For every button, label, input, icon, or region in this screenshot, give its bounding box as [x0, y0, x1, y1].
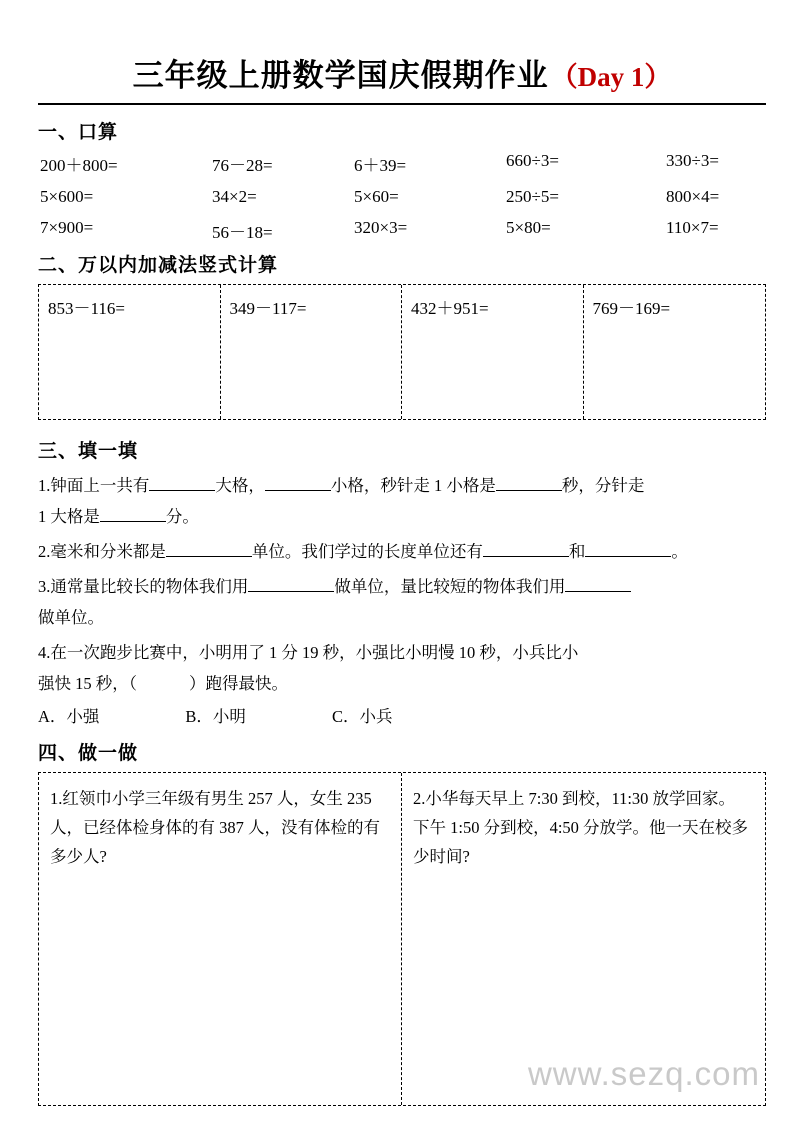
answer-blank[interactable]: [149, 490, 215, 491]
oral-item: 5×60=: [354, 187, 399, 206]
section-heading-fill: 三、填一填: [38, 441, 139, 462]
vertical-item: 432＋951=: [402, 285, 584, 419]
word-problem-2-text: 2.小华每天早上 7:30 到校，11:30 放学回家。下午 1:50 分到校，4:50 分放学。他一天在校多少时间?: [413, 789, 749, 866]
fill-question-2: [38, 536, 766, 567]
answer-blank[interactable]: [483, 556, 569, 557]
choice-row: [38, 701, 766, 732]
oral-item: 330÷3=: [666, 151, 719, 170]
answer-blank[interactable]: [166, 556, 252, 557]
oral-item: 34×2=: [212, 187, 257, 206]
choice-option-c[interactable]: C．小兵: [331, 707, 393, 726]
fill-q1-text-c: 小格，秒针走 1 小格是: [330, 476, 496, 495]
fill-q3-text-b: 做单位，量比较短的物体我们用: [334, 577, 566, 596]
fill-question-1: [38, 470, 766, 532]
oral-calculation-grid: [38, 151, 766, 243]
title-divider: [38, 103, 766, 105]
fill-q4-text-a: 4.在一次跑步比赛中，小明用了 1 分 19 秒，小强比小明慢 10 秒，小兵比小: [38, 643, 579, 662]
fill-q1-text-b: 大格，: [215, 476, 265, 495]
choice-option-b[interactable]: B．小明: [185, 707, 246, 726]
oral-item: 56－18=: [212, 223, 273, 242]
fill-q2-text-d: 。: [671, 542, 688, 561]
fill-q3-text-c: 做单位。: [38, 608, 104, 627]
oral-item: 250÷5=: [506, 187, 559, 206]
answer-blank[interactable]: [100, 521, 166, 522]
vertical-item: 853－116=: [39, 285, 221, 419]
answer-blank[interactable]: [496, 490, 562, 491]
oral-item: 110×7=: [666, 218, 719, 237]
page-title-day: （Day 1）: [550, 62, 672, 92]
fill-q1-text-e: 1 大格是: [38, 507, 100, 526]
section-heading-doit: 四、做一做: [38, 743, 139, 764]
fill-question-3: [38, 571, 766, 633]
vertical-item: 349－117=: [221, 285, 403, 419]
answer-blank[interactable]: [565, 591, 631, 592]
oral-item: 320×3=: [354, 218, 408, 237]
fill-q4-text-c: ）跑得最快。: [189, 674, 288, 693]
oral-item: 6＋39=: [354, 156, 407, 175]
fill-question-4: [38, 637, 766, 732]
answer-blank[interactable]: [265, 490, 331, 491]
watermark: www.sezq.com: [527, 1055, 760, 1092]
word-problem-1: [39, 773, 402, 1105]
oral-item: 5×600=: [40, 187, 94, 206]
fill-q1-text-d: 秒，分针走: [561, 476, 645, 495]
page-title-main: 三年级上册数学国庆假期作业: [132, 58, 549, 93]
fill-q3-text-a: 3.通常量比较长的物体我们用: [38, 577, 249, 596]
word-problem-1-text: 1.红领巾小学三年级有男生 257 人，女生 235 人，已经体检身体的有 387 人，没有体检的有多少人?: [50, 789, 380, 866]
oral-item: 7×900=: [40, 218, 94, 237]
oral-item: 200＋800=: [40, 156, 118, 175]
answer-blank[interactable]: [248, 591, 334, 592]
vertical-calculation-box: [38, 284, 766, 420]
fill-in-blank-list: [38, 470, 766, 732]
fill-q2-text-a: 2.毫米和分米都是: [38, 542, 166, 561]
section-heading-vertical: 二、万以内加减法竖式计算: [38, 255, 279, 276]
fill-q2-text-b: 单位。我们学过的长度单位还有: [251, 542, 483, 561]
oral-item: 800×4=: [666, 187, 720, 206]
answer-blank[interactable]: [585, 556, 671, 557]
vertical-item: 769－169=: [592, 299, 671, 318]
fill-q1-text-f: 分。: [165, 507, 199, 526]
fill-q2-text-c: 和: [568, 542, 586, 561]
oral-item: 76－28=: [212, 156, 273, 175]
fill-q1-text-a: 1.钟面上一共有: [38, 476, 150, 495]
oral-item: 660÷3=: [506, 151, 559, 170]
fill-q4-text-b: 强快 15 秒，（: [38, 674, 137, 693]
page-title: [38, 50, 766, 95]
section-heading-oral: 一、口算: [38, 122, 119, 143]
oral-item: 5×80=: [506, 218, 551, 237]
choice-option-a[interactable]: A．小强: [38, 707, 100, 726]
